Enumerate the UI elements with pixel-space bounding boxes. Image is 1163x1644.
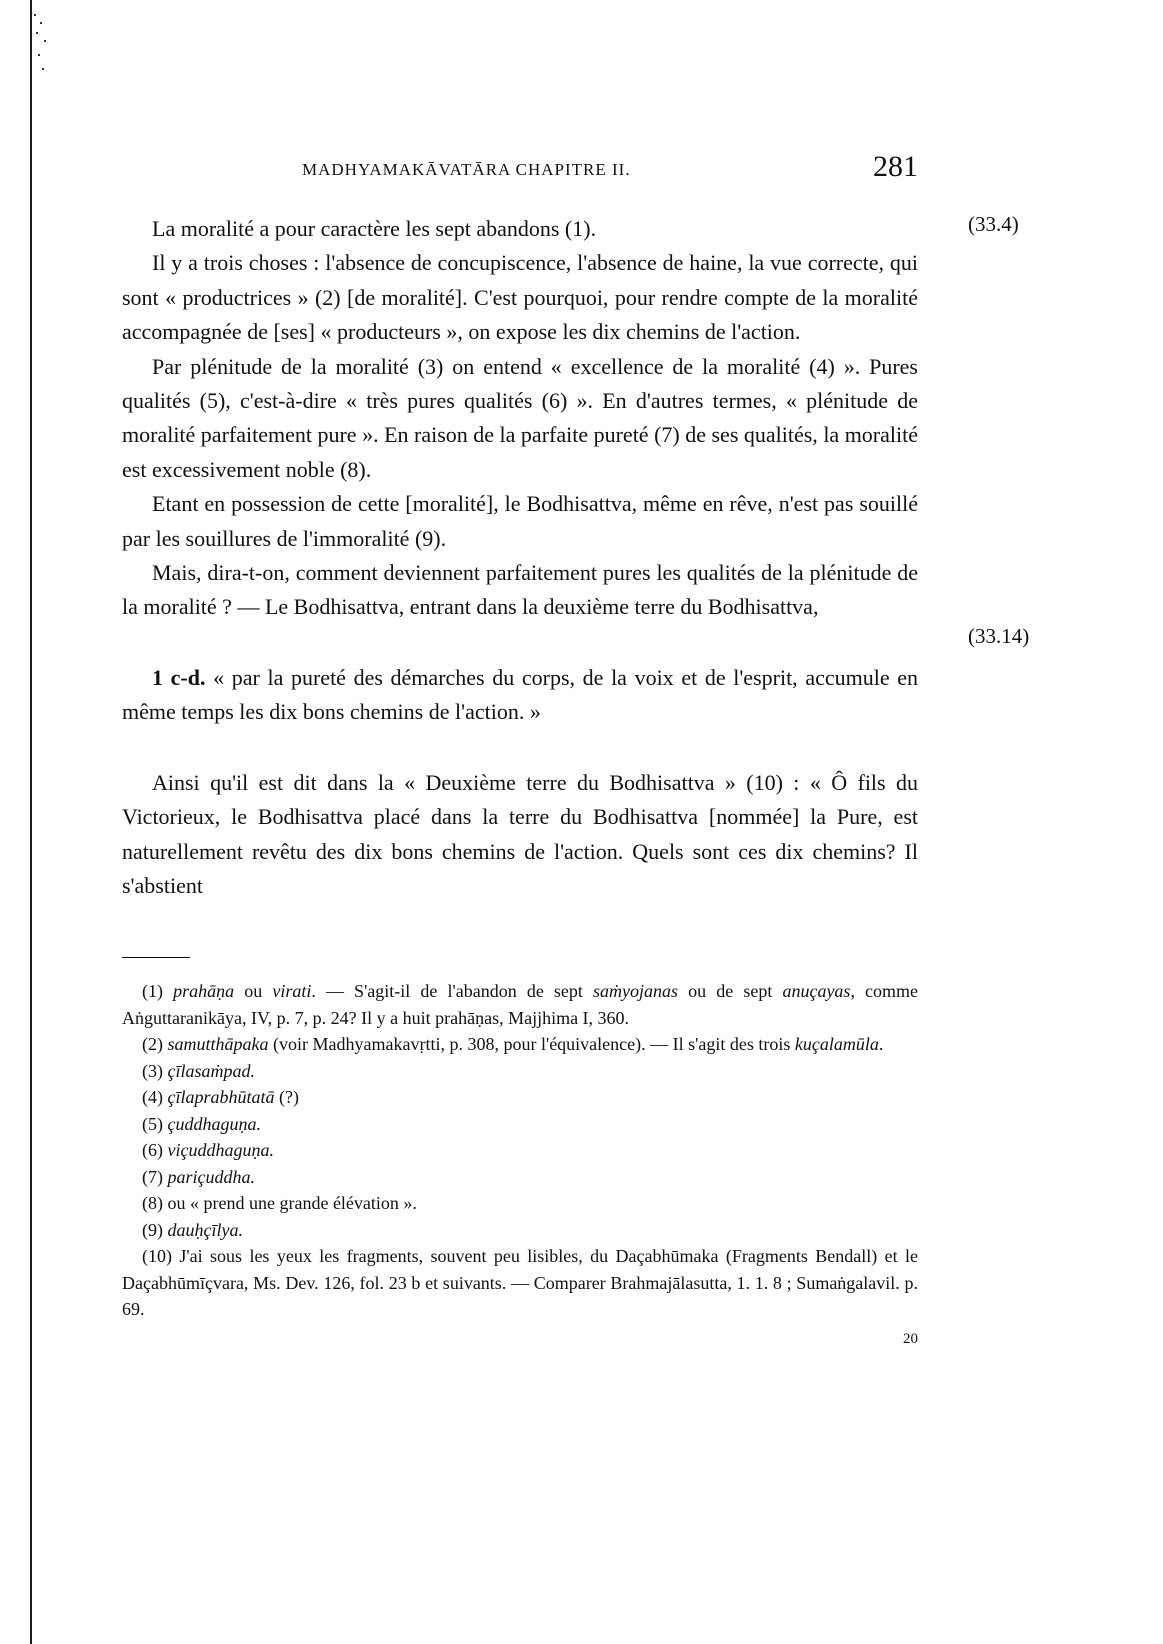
main-text: [122, 212, 918, 903]
footnote-term: anuçayas: [782, 981, 851, 1002]
footnote: [122, 1217, 918, 1244]
paragraph: Mais, dira-t-on, comment deviennent parfaitement pures les qualités de la plénitude de la moralité ? — Le Bodhisattva, entrant dans la deuxième terre du Bodhisattva,: [122, 560, 918, 620]
footnote-term: dauḥçīlya.: [167, 1219, 243, 1240]
footnote-number: (5): [142, 1113, 163, 1134]
footnote-text: .: [878, 1034, 884, 1055]
verse-number: 1 c-d.: [152, 664, 206, 690]
margin-ref-2: (33.14): [968, 624, 1030, 648]
running-title: MADHYAMAKĀVATĀRA CHAPITRE II.: [302, 160, 631, 179]
footnote-term: çīlaprabhūtatā: [167, 1087, 275, 1108]
signature-mark: 20: [903, 1330, 918, 1347]
footnote-text: ou de sept: [678, 981, 783, 1002]
footnote-number: (9): [142, 1219, 163, 1240]
footnote-term: pariçuddha.: [167, 1166, 255, 1187]
paragraph: Ainsi qu'il est dit dans la « Deuxième terre du Bodhisattva » (10) : « Ô fils du Victorieux, le Bodhisattva placé dans la terre du Bodhisattva [nommée] la Pure, est naturellement revêtu des dix bons chemins de l'action. Quels sont ces dix chemins? Il s'abstient: [122, 769, 918, 898]
paragraph: Il y a trois choses : l'absence de concupiscence, l'absence de haine, la vue correcte, qui sont « productrices » (2) [de moralité]. C'est pourquoi, pour rendre compte de la moralité accompagnée de [ses] « producteurs », on expose les dix chemins de l'action.: [122, 250, 918, 345]
footnote-number: (8): [142, 1193, 163, 1214]
footnote: [122, 1111, 918, 1138]
footnote-text: J'ai sous les yeux les fragments, souvent peu lisibles, du Daçabhūmaka (Fragments Bendall) et le Daçabhūmīçvara, Ms. Dev. 126, fol. 23 b et suivants. — Comparer Brahmajālasutta, 1. 1. 8 ; Sumaṅgalavil. p. 69.: [122, 1246, 918, 1320]
footnote-number: (1): [142, 981, 163, 1002]
footnote-number: (3): [142, 1060, 163, 1081]
footnote-number: (6): [142, 1140, 163, 1161]
footnote: [122, 1084, 918, 1111]
footnote-rule: [122, 957, 190, 958]
scan-speckles: [32, 10, 60, 80]
footnote-text: ou: [234, 981, 273, 1002]
footnote-number: (2): [142, 1034, 163, 1055]
footnote: [122, 978, 918, 1031]
footnote-text: (voir Madhyamakavṛtti, p. 308, pour l'équivalence). — Il s'agit des trois: [268, 1034, 795, 1055]
footnote-term: çīlasaṁpad.: [167, 1060, 255, 1081]
page-number: 281: [873, 150, 918, 183]
paragraph: Par plénitude de la moralité (3) on entend « excellence de la moralité (4) ». Pures qualités (5), c'est-à-dire « très pures qualités (6) ». En d'autres termes, « plénitude de moralité parfaitement pure ». En raison de la parfaite pureté (7) de ses qualités, la moralité est excessivement noble (8).: [122, 353, 918, 482]
footnote-number: (4): [142, 1087, 163, 1108]
footnote-term: samutthāpaka: [167, 1034, 269, 1055]
footnote-text: (?): [274, 1087, 299, 1108]
footnote-term: kuçalamūla: [794, 1034, 879, 1055]
footnote: [122, 1058, 918, 1085]
footnotes: [122, 978, 918, 1323]
verse-text: « par la pureté des démarches du corps, de la voix et de l'esprit, accumule en même temps les dix bons chemins de l'action. »: [122, 664, 919, 725]
footnote-number: (7): [142, 1166, 163, 1187]
footnote: [122, 1031, 918, 1058]
footnote: [122, 1164, 918, 1191]
verse: [122, 661, 918, 730]
footnote-text: . — S'agit-il de l'abandon de sept: [311, 981, 594, 1002]
page-header: [122, 150, 918, 194]
scan-edge-line: [30, 0, 32, 1644]
footnote-term: saṁyojanas: [593, 981, 679, 1002]
footnote-text: ou « prend une grande élévation ».: [167, 1193, 417, 1214]
footnote-term: çuddhaguṇa.: [167, 1113, 261, 1134]
footnote: [122, 1137, 918, 1164]
footnote-text: , comme Aṅguttaranikāya, IV, p. 7, p. 24? Il y a huit prahāṇas, Majjhima I, 360.: [122, 981, 919, 1028]
footnote: [122, 1190, 918, 1217]
footnote-number: (10): [142, 1246, 172, 1267]
page: [122, 150, 918, 1348]
margin-ref-1: (33.4): [968, 212, 1019, 236]
paragraph: La moralité a pour caractère les sept abandons (1).: [152, 216, 597, 241]
footnote-term: viçuddhaguṇa.: [167, 1140, 274, 1161]
paragraph: Etant en possession de cette [moralité], le Bodhisattva, même en rêve, n'est pas souillé par les souillures de l'immoralité (9).: [122, 491, 918, 551]
footnote: [122, 1243, 918, 1323]
footnote-term: virati: [272, 981, 312, 1002]
footnote-term: prahāṇa: [173, 981, 235, 1002]
